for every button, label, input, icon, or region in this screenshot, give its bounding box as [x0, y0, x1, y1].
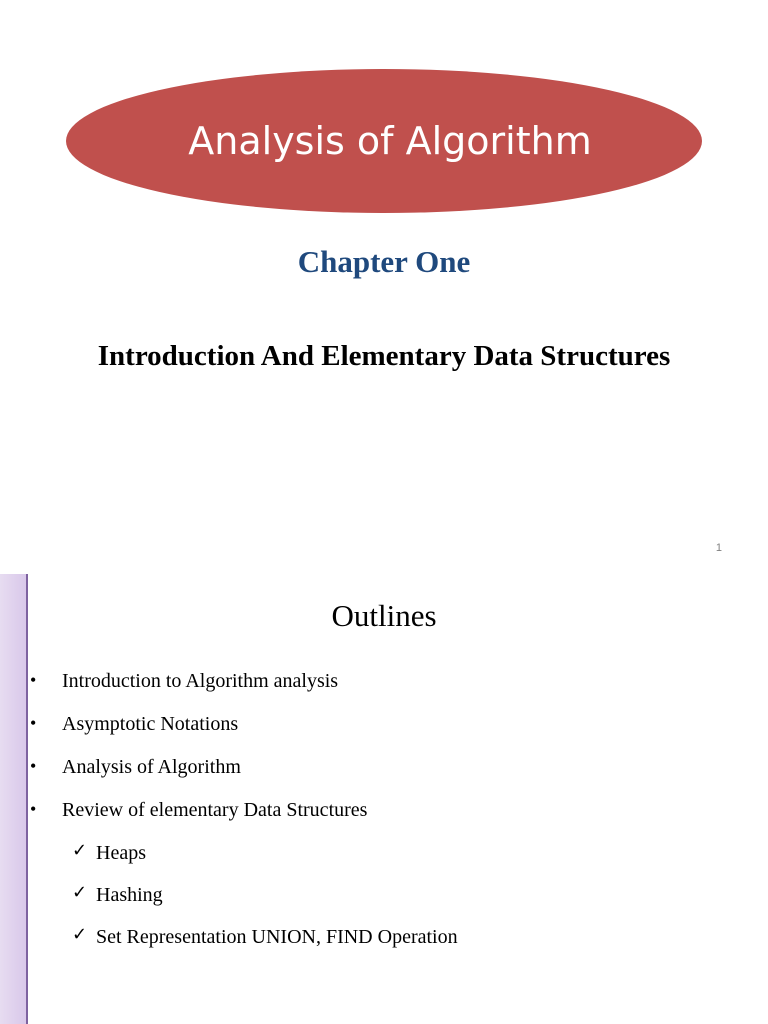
- checkmark-icon: ✓: [72, 840, 88, 861]
- checkmark-icon: ✓: [72, 924, 88, 945]
- page-number: 1: [715, 542, 722, 554]
- sub-list-item-text: Heaps: [96, 842, 146, 864]
- slide-title: Analysis of Algorithm: [188, 119, 592, 163]
- chapter-label: Chapter One: [297, 244, 471, 279]
- list-item-text: Asymptotic Notations: [62, 713, 239, 735]
- outlines-heading: Outlines: [331, 598, 437, 633]
- side-decoration-bar: [0, 574, 28, 1024]
- outline-slide: [0, 574, 768, 1024]
- checkmark-icon: ✓: [72, 882, 88, 903]
- bullet-icon: •: [30, 799, 37, 819]
- bullet-icon: •: [30, 713, 37, 733]
- list-item-text: Introduction to Algorithm analysis: [62, 670, 339, 692]
- bullet-icon: •: [30, 756, 37, 776]
- list-item-text: Review of elementary Data Structures: [62, 799, 368, 821]
- list-item-text: Analysis of Algorithm: [62, 756, 241, 778]
- bullet-icon: •: [30, 670, 37, 690]
- sub-list-item-text: Set Representation UNION, FIND Operation: [96, 926, 458, 948]
- sub-list-item-text: Hashing: [96, 884, 163, 906]
- slide-subtitle: Introduction And Elementary Data Structures: [97, 340, 671, 372]
